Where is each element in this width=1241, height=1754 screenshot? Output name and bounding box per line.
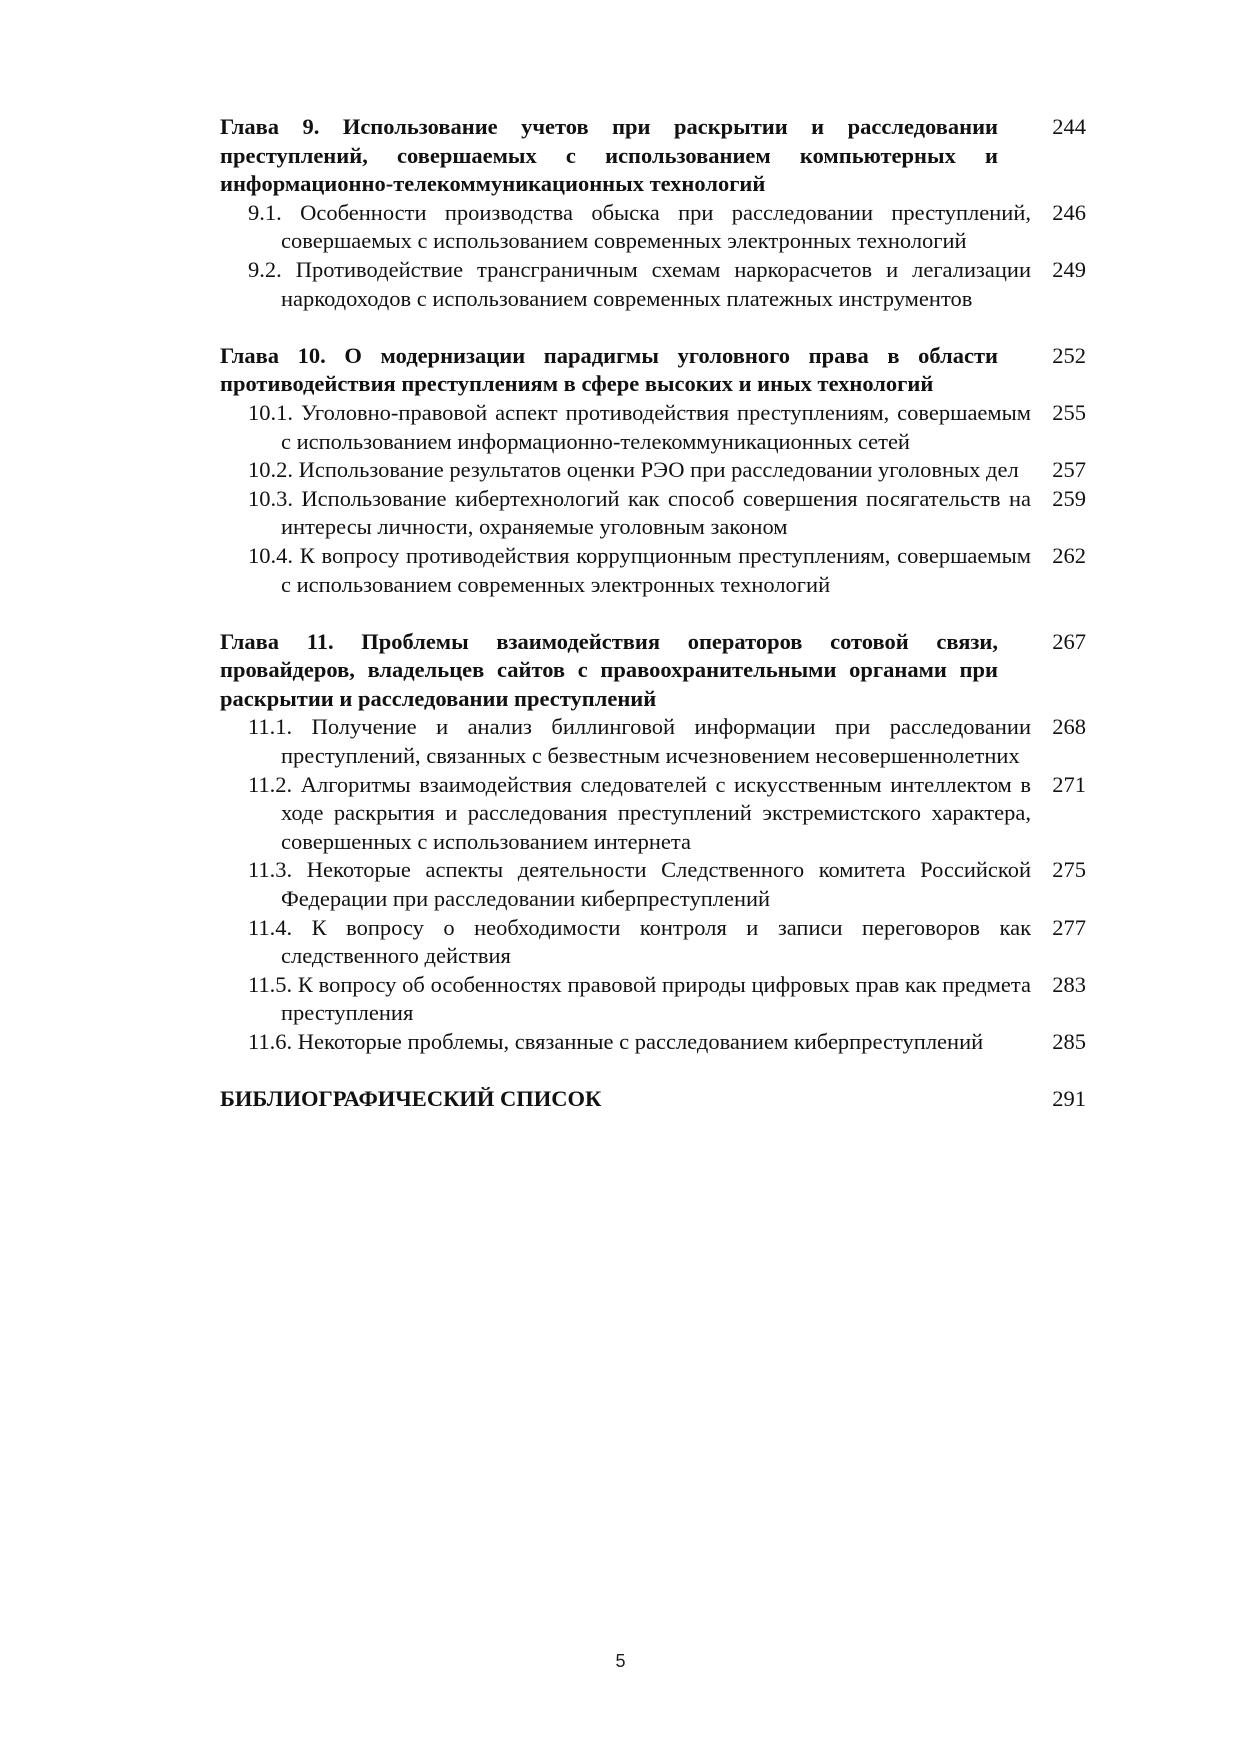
section-page-number: 275 (1052, 857, 1086, 883)
spacer (220, 599, 1086, 628)
section-title: К вопросу об особенностях правовой природы цифровых прав как предмета преступления (281, 971, 1031, 1026)
toc-section-11-5[interactable] (220, 971, 1086, 1028)
bibliography-page-number: 291 (1052, 1086, 1086, 1112)
chapter-title: Глава 10. О модернизации парадигмы уголовного права в области противодействия преступлениям в сфере высоких и иных технологий (220, 342, 998, 397)
section-entry (248, 456, 1031, 485)
toc-section-10-4[interactable] (220, 542, 1086, 599)
section-page-number: 255 (1052, 399, 1086, 425)
section-number: 9.1. (248, 199, 282, 225)
section-page-number: 262 (1052, 542, 1086, 568)
section-entry (248, 914, 1031, 971)
toc-section-11-2[interactable] (220, 771, 1086, 857)
toc-chapter-9[interactable] (220, 113, 1086, 199)
section-entry (248, 542, 1031, 599)
section-title: Алгоритмы взаимодействия следователей с искусственным интеллектом в ходе раскрытия и расследования преступлений экстремистского характера, совершенных с использованием интернета (281, 771, 1031, 854)
section-entry (248, 971, 1031, 1028)
section-title: Уголовно-правовой аспект противодействия преступлениям, совершаемым с использованием информационно-телекоммуникационных сетей (281, 399, 1032, 454)
toc-section-11-3[interactable] (220, 856, 1086, 913)
toc-section-11-4[interactable] (220, 914, 1086, 971)
toc-bibliography[interactable] (220, 1085, 1086, 1114)
section-page-number: 283 (1052, 971, 1086, 997)
section-number: 11.2. (248, 771, 293, 797)
section-number: 11.1. (248, 714, 293, 740)
section-entry (248, 713, 1031, 770)
section-page-number: 277 (1052, 914, 1086, 940)
page-number: 5 (615, 1651, 626, 1671)
section-number: 10.2. (248, 457, 293, 483)
spacer (220, 1057, 1086, 1086)
toc-section-9-1[interactable] (220, 199, 1086, 256)
section-entry (248, 399, 1031, 456)
section-number: 11.5. (248, 971, 293, 997)
section-number: 11.6. (248, 1029, 293, 1054)
section-title: Особенности производства обыска при расследовании преступлений, совершаемых с использованием современных электронных технологий (281, 199, 1031, 254)
section-entry (248, 771, 1031, 857)
chapter-page-number: 244 (1052, 114, 1086, 139)
section-entry (248, 485, 1031, 542)
section-page-number: 249 (1052, 256, 1086, 282)
section-number: 10.4. (248, 542, 293, 568)
section-title: Использование кибертехнологий как способ совершения посягательств на интересы личности, охраняемые уголовным законом (281, 485, 1031, 540)
bibliography-title: БИБЛИОГРАФИЧЕСКИЙ СПИСОК (220, 1086, 602, 1112)
section-title: К вопросу о необходимости контроля и записи переговоров как следственного действия (281, 914, 1032, 969)
section-number: 9.2. (248, 256, 282, 282)
section-entry (248, 256, 1031, 313)
toc-section-10-3[interactable] (220, 485, 1086, 542)
section-page-number: 259 (1052, 485, 1086, 511)
section-number: 11.4. (248, 914, 293, 940)
section-title: Получение и анализ биллинговой информации при расследовании преступлений, связанных с безвестным исчезновением несовершеннолетних (281, 714, 1031, 769)
section-number: 10.1. (248, 399, 293, 425)
section-title: Некоторые проблемы, связанные с расследованием киберпреступлений (297, 1029, 984, 1054)
section-entry (248, 199, 1031, 256)
chapter-title: Глава 11. Проблемы взаимодействия операторов сотовой связи, провайдеров, владельцев сайтов с правоохранительными органами при раскрытии и расследовании преступлений (220, 628, 998, 711)
section-title: К вопросу противодействия коррупционным преступлениям, совершаемым с использованием современных электронных технологий (281, 542, 1031, 597)
chapter-title: Глава 9. Использование учетов при раскрытии и расследовании преступлений, совершаемых с использованием компьютерных и информационно-телекоммуникационных технологий (220, 114, 998, 197)
chapter-page-number: 252 (1052, 342, 1086, 368)
toc-section-10-1[interactable] (220, 399, 1086, 456)
section-entry (248, 856, 1031, 913)
spacer (220, 313, 1086, 342)
toc-section-11-1[interactable] (220, 713, 1086, 770)
toc-section-10-2[interactable] (220, 456, 1086, 485)
section-title: Использование результатов оценки РЭО при расследовании уголовных дел (298, 457, 1019, 483)
section-title: Некоторые аспекты деятельности Следственного комитета Российской Федерации при расследовании киберпреступлений (281, 857, 1031, 912)
section-number: 10.3. (248, 485, 293, 511)
toc-section-11-6[interactable] (220, 1028, 1086, 1057)
toc-chapter-11[interactable] (220, 628, 1086, 714)
section-page-number: 285 (1052, 1029, 1086, 1054)
section-entry (248, 1028, 1031, 1057)
chapter-page-number: 267 (1052, 628, 1086, 654)
table-of-contents (220, 113, 1086, 1114)
section-page-number: 268 (1052, 714, 1086, 740)
section-number: 11.3. (248, 857, 293, 883)
section-title: Противодействие трансграничным схемам наркорасчетов и легализации наркодоходов с использованием современных платежных инструментов (281, 256, 1032, 311)
section-page-number: 271 (1052, 771, 1086, 797)
toc-section-9-2[interactable] (220, 256, 1086, 313)
toc-chapter-10[interactable] (220, 342, 1086, 399)
section-page-number: 257 (1052, 457, 1086, 483)
section-page-number: 246 (1052, 199, 1086, 225)
